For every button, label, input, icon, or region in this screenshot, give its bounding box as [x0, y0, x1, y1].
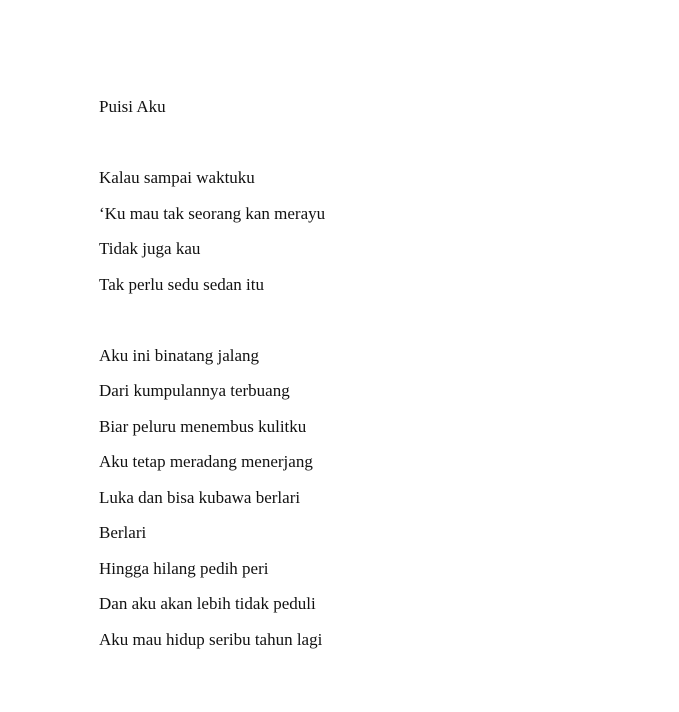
poem-line: Luka dan bisa kubawa berlari	[99, 487, 301, 507]
poem-line: Hingga hilang pedih peri	[99, 558, 269, 578]
poem-line: Tidak juga kau	[99, 239, 201, 258]
poem-line: Tak perlu sedu sedan itu	[99, 274, 264, 294]
stanza-2	[99, 345, 325, 665]
poem	[99, 96, 325, 664]
poem-line: Aku ini binatang jalang	[99, 345, 260, 365]
stanza-1	[99, 167, 325, 309]
poem-line: Aku mau hidup seribu tahun lagi	[99, 629, 323, 649]
poem-line: Biar peluru menembus kulitku	[99, 416, 307, 436]
poem-line: Dan aku akan lebih tidak peduli	[99, 594, 316, 613]
poem-line: Aku tetap meradang menerjang	[99, 452, 313, 471]
poem-line: Berlari	[99, 523, 147, 542]
poem-line: Kalau sampai waktuku	[99, 168, 255, 187]
poem-line: ‘Ku mau tak seorang kan merayu	[99, 203, 326, 223]
poem-line: Dari kumpulannya terbuang	[99, 381, 290, 400]
poem-title: Puisi Aku	[99, 97, 166, 116]
stanza-separator	[99, 309, 325, 345]
